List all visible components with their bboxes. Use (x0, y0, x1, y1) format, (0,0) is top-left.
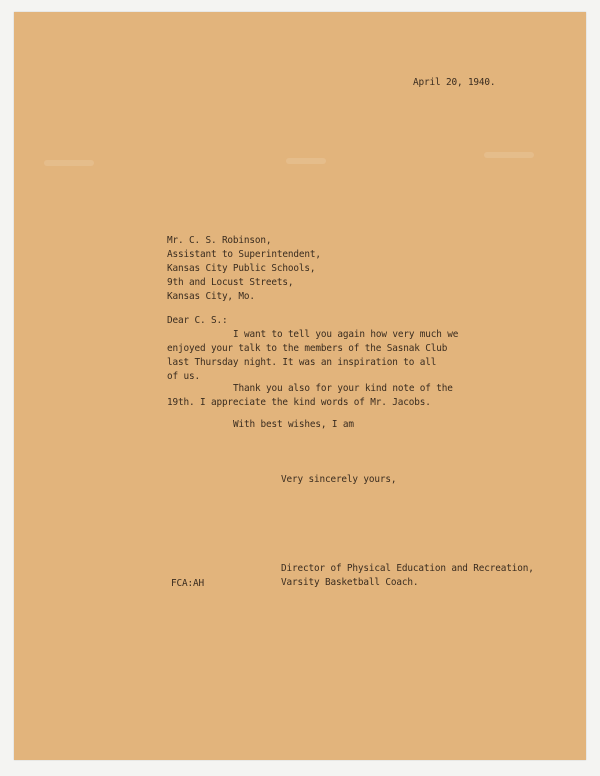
letter-page (14, 12, 586, 760)
recipient-line: Assistant to Superintendent, (167, 249, 321, 260)
letter-date: April 20, 1940. (413, 77, 496, 88)
signature-title: Varsity Basketball Coach. (281, 577, 419, 588)
signature-title: Director of Physical Education and Recreation, (281, 563, 534, 574)
paper-mark (484, 152, 534, 158)
salutation: Dear C. S.: (167, 315, 228, 326)
body-line: 19th. I appreciate the kind words of Mr. Jacobs. (167, 397, 431, 408)
body-line: last Thursday night. It was an inspiration to all (167, 357, 437, 368)
paper-mark (286, 158, 326, 164)
recipient-line: Kansas City Public Schools, (167, 263, 316, 274)
recipient-line: Mr. C. S. Robinson, (167, 235, 272, 246)
recipient-line: 9th and Locust Streets, (167, 277, 294, 288)
body-line: Thank you also for your kind note of the (233, 383, 453, 394)
typist-initials: FCA:AH (171, 578, 204, 589)
paper-mark (44, 160, 94, 166)
body-line: With best wishes, I am (233, 419, 354, 430)
recipient-line: Kansas City, Mo. (167, 291, 255, 302)
closing: Very sincerely yours, (281, 474, 397, 485)
body-line: enjoyed your talk to the members of the Sasnak Club (167, 343, 448, 354)
body-line: I want to tell you again how very much we (233, 329, 459, 340)
body-line: of us. (167, 371, 200, 382)
